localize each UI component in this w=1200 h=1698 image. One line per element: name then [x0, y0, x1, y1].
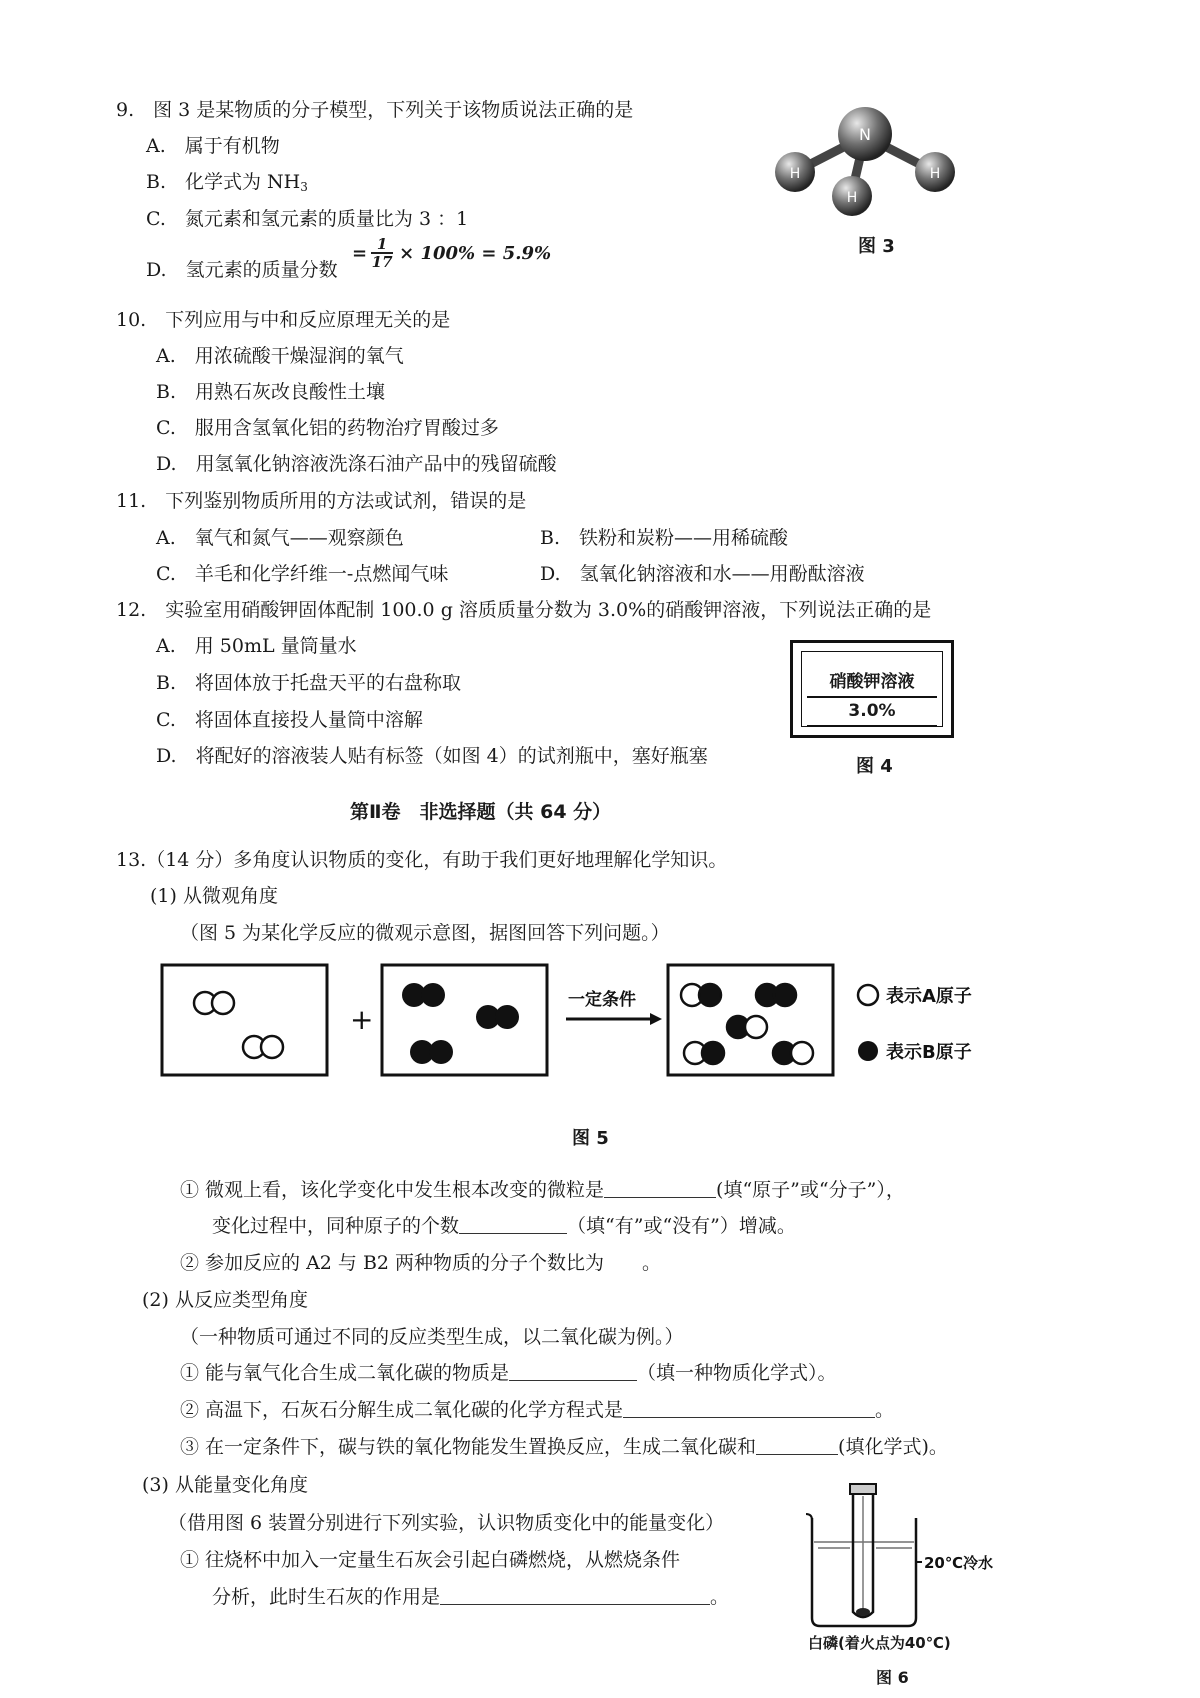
- figure3-caption: 图 3: [858, 236, 895, 257]
- q9-option-b-subscript: 3: [300, 180, 308, 194]
- q9-formula-fraction: [371, 236, 393, 270]
- q13-p1q1-text-a: ① 微观上看，该化学变化中发生根本改变的微粒是: [180, 1179, 605, 1201]
- figure6-beaker-apparatus: [800, 1478, 1000, 1638]
- q11-option-b: B. 铁粉和炭粉——用稀硫酸: [540, 527, 789, 549]
- q10-option-b: B. 用熟石灰改良酸性土壤: [156, 381, 386, 403]
- q9-formula-eq-left: =: [352, 242, 368, 264]
- q13-part3-q1-line2: [212, 1582, 729, 1609]
- atom-h-right-label: H: [929, 166, 941, 182]
- q13-p3q1-blank[interactable]: [440, 1586, 710, 1605]
- b2-molecule-3-atom-2: [429, 1040, 453, 1064]
- q12-option-a: A. 用 50mL 量筒量水: [156, 635, 357, 657]
- reaction-arrow-head: [650, 1013, 662, 1025]
- q11-option-d: D. 氢氧化钠溶液和水——用酚酞溶液: [540, 563, 865, 585]
- q9-formula-denominator: 17: [371, 253, 393, 271]
- q11-stem: 11. 下列鉴别物质所用的方法或试剂，错误的是: [116, 490, 527, 512]
- legend-a-atom-icon: [858, 985, 878, 1005]
- q13-p2q2-text-b: 。: [875, 1399, 895, 1421]
- q13-part3-q1-line1: ① 往烧杯中加入一定量生石灰会引起白磷燃烧，从燃烧条件: [180, 1549, 681, 1571]
- ab-4-atom-b: [702, 1042, 724, 1064]
- q13-p1q1-blank-2[interactable]: [459, 1215, 567, 1234]
- q13-p1q1-text-d: （填“有”或“没有”）增减。: [567, 1215, 796, 1237]
- ab-5-atom-a: [791, 1042, 813, 1064]
- q13-p1q1-blank-1[interactable]: [604, 1179, 716, 1198]
- b2-molecule-1-atom-2: [421, 983, 445, 1007]
- legend-b-atom-icon: [858, 1041, 878, 1061]
- b2-molecules: [402, 983, 519, 1064]
- q9-option-b-text: B. 化学式为 NH: [146, 171, 301, 193]
- a2-molecules: [194, 992, 283, 1058]
- q9-formula-eq-right: × 100% = 5.9%: [399, 242, 552, 264]
- ab-2-atom-b2: [774, 984, 796, 1006]
- phosphorus-label: 白磷(着火点为40℃): [808, 1634, 951, 1652]
- reactant-b2-box: [382, 965, 547, 1075]
- figure4-label-divider: [807, 696, 937, 698]
- q12-option-c: C. 将固体直接投人量筒中溶解: [156, 709, 423, 731]
- figure3-molecule-model: [760, 100, 970, 230]
- a2-molecule-2-atom-2: [261, 1036, 283, 1058]
- legend-b-label: 表示B原子: [886, 1042, 972, 1063]
- white-phosphorus-sample: [856, 1608, 870, 1616]
- q9-option-d-formula: [352, 236, 551, 270]
- figure4-label-value: 3.0%: [848, 701, 896, 721]
- q13-p2q3-text-b: (填化学式)。: [838, 1436, 948, 1458]
- q10-option-a: A. 用浓硫酸干燥湿润的氧气: [156, 345, 404, 367]
- q9-option-b: [146, 167, 308, 194]
- figure5-reaction-diagram: [150, 955, 1050, 1080]
- q13-p3q1-text-b: 分析，此时生石灰的作用是: [212, 1586, 441, 1608]
- q13-part2-q3: [180, 1432, 948, 1459]
- q13-p1q1-text-c: 变化过程中，同种原子的个数: [212, 1215, 460, 1237]
- beaker-lip: [806, 1514, 812, 1520]
- figure4-label-title: 硝酸钾溶液: [829, 672, 915, 692]
- reactant-a2-box: [162, 965, 327, 1075]
- q13-part1-q2: ② 参加反应的 A2 与 B2 两种物质的分子个数比为 。: [180, 1252, 662, 1274]
- figure5-caption: 图 5: [572, 1128, 609, 1149]
- ab-1-atom-b: [699, 984, 721, 1006]
- atom-h-left-label: H: [789, 166, 801, 182]
- q13-p2q3-text-a: ③ 在一定条件下，碳与铁的氧化物能发生置换反应，生成二氧化碳和: [180, 1436, 757, 1458]
- water-level-lines: [814, 1542, 914, 1548]
- q11-option-a: A. 氧气和氮气——观察颜色: [156, 527, 404, 549]
- ab-3-atom-a: [745, 1016, 767, 1038]
- q13-p2q3-blank[interactable]: [756, 1436, 838, 1455]
- q11-option-c: C. 羊毛和化学纤维一-点燃闻气味: [156, 563, 449, 585]
- q12-option-b: B. 将固体放于托盘天平的右盘称取: [156, 672, 462, 694]
- arrow-condition-label: 一定条件: [568, 990, 636, 1010]
- q13-p2q2-blank[interactable]: [623, 1399, 875, 1418]
- q9-option-c: C. 氮元素和氢元素的质量比为 3 ：1: [146, 208, 469, 230]
- section-title: 第Ⅱ卷 非选择题（共 64 分）: [350, 801, 612, 823]
- atom-h-bottom-label: H: [846, 190, 858, 206]
- figure4-bottle-label: [790, 640, 954, 738]
- q13-stem: 13.（14 分）多角度认识物质的变化，有助于我们更好地理解化学知识。: [116, 849, 728, 871]
- q12-option-d: D. 将配好的溶液装人贴有标签（如图 4）的试剂瓶中，塞好瓶塞: [156, 745, 708, 767]
- ab-molecules: [681, 984, 813, 1064]
- q9-formula-numerator: 1: [376, 235, 388, 253]
- q13-part3-note: （借用图 6 装置分别进行下列实验，认识物质变化中的能量变化）: [168, 1512, 725, 1534]
- q13-part1-q1-line1: [180, 1175, 905, 1202]
- figure6-caption: 图 6: [876, 1668, 909, 1687]
- q13-part1-note: （图 5 为某化学反应的微观示意图，据图回答下列问题。）: [180, 922, 670, 944]
- q13-p3q1-text-c: 。: [710, 1586, 730, 1608]
- legend-a-label: 表示A原子: [886, 986, 972, 1007]
- q13-part2-title: (2) 从反应类型角度: [142, 1289, 308, 1311]
- test-tube-stopper: [850, 1484, 876, 1494]
- figure4-caption: 图 4: [856, 756, 893, 777]
- q13-part2-note: （一种物质可通过不同的反应类型生成，以二氧化碳为例。）: [180, 1326, 684, 1348]
- q13-p2q2-text-a: ② 高温下，石灰石分解生成二氧化碳的化学方程式是: [180, 1399, 624, 1421]
- a2-molecule-1-atom-2: [212, 992, 234, 1014]
- q9-option-d: D. 氢元素的质量分数: [146, 259, 338, 281]
- plus-sign: +: [350, 1003, 374, 1036]
- q13-part2-q2: [180, 1395, 894, 1422]
- q13-part2-q1: [180, 1358, 837, 1385]
- q10-option-c: C. 服用含氢氧化铝的药物治疗胃酸过多: [156, 417, 499, 439]
- q12-stem: 12. 实验室用硝酸钾固体配制 100.0 g 溶质质量分数为 3.0%的硝酸钾溶液，下列说法正确的是: [116, 599, 932, 621]
- water-label: 20℃冷水: [924, 1554, 994, 1572]
- q13-p2q1-blank[interactable]: [509, 1362, 637, 1381]
- q13-part3-title: (3) 从能量变化角度: [142, 1474, 308, 1496]
- q13-p2q1-text-b: （填一种物质化学式）。: [637, 1362, 837, 1384]
- q9-stem: 9. 图 3 是某物质的分子模型，下列关于该物质说法正确的是: [116, 99, 634, 121]
- q9-option-a: A. 属于有机物: [146, 135, 280, 157]
- b2-molecule-2-atom-2: [495, 1005, 519, 1029]
- q13-p2q1-text-a: ① 能与氧气化合生成二氧化碳的物质是: [180, 1362, 510, 1384]
- q13-part1-title: (1) 从微观角度: [150, 885, 278, 907]
- q10-stem: 10. 下列应用与中和反应原理无关的是: [116, 309, 451, 331]
- q13-p1q1-text-b: (填“原子”或“分子”），: [716, 1179, 905, 1201]
- q10-option-d: D. 用氢氧化钠溶液洗涤石油产品中的残留硫酸: [156, 453, 557, 475]
- atom-n-label: N: [859, 125, 871, 144]
- figure4-label-underline: [807, 725, 937, 727]
- q13-part1-q1-line2: [212, 1211, 796, 1238]
